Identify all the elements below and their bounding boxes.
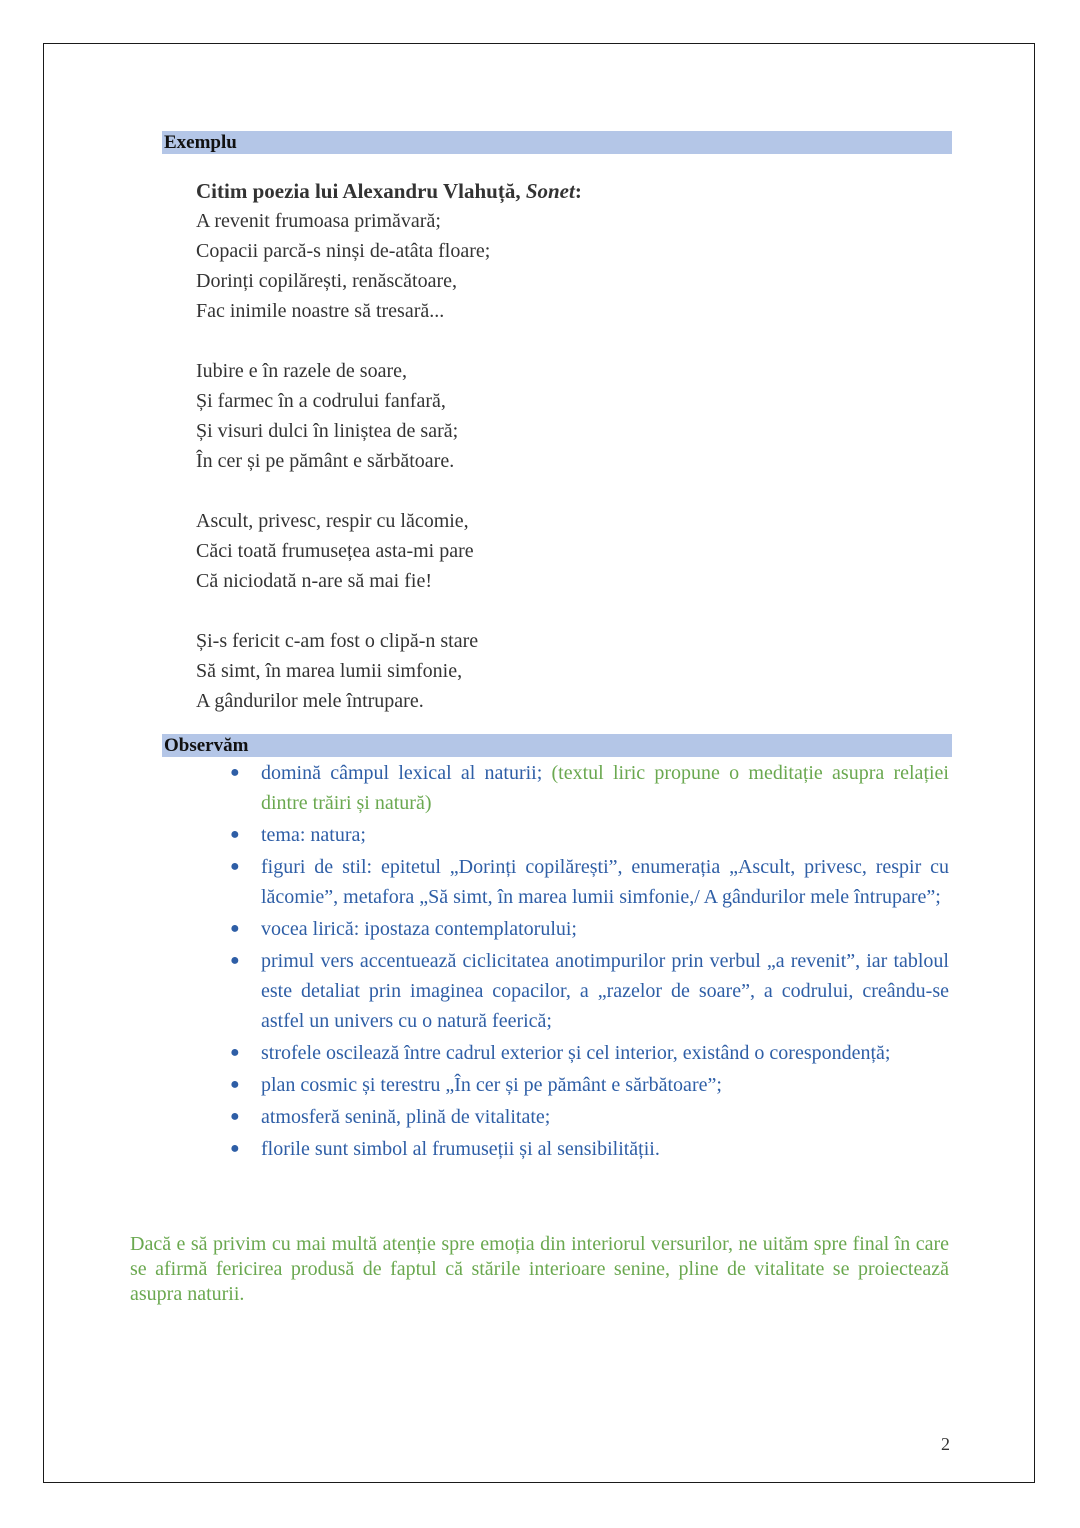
list-item: [226, 1038, 949, 1068]
bullet-icon: ●: [230, 1108, 240, 1125]
poem-intro-prefix: Citim poezia lui Alexandru Vlahuță,: [196, 179, 526, 203]
conclusion-paragraph: Dacă e să privim cu mai multă atenție spre emoția din interiorul versurilor, ne uităm spre final în care se afirmă fericirea produsă de faptul că stările interioare senine, pline de vitalitate se proiectează asupra naturii.: [130, 1233, 949, 1305]
verse: Și farmec în a codrului fanfară,: [196, 390, 446, 412]
observation-text: tema: natura;: [261, 824, 366, 846]
bullet-icon: ●: [230, 952, 240, 969]
bullet-icon: ●: [230, 920, 240, 937]
observation-text: vocea lirică: ipostaza contemplatorului;: [261, 918, 577, 940]
list-item: [226, 1102, 949, 1132]
observation-text: figuri de stil: epitetul „Dorinți copilărești”, enumerația „Ascult, privesc, respir cu lăcomie”, metafora „Să simt, în marea lumii simfonie,/ A gândurilor mele întrupare”;: [261, 856, 949, 908]
verse: Copacii parcă-s ninși de-atâta floare;: [196, 240, 491, 262]
list-item: [226, 1070, 949, 1100]
bullet-icon: ●: [230, 1076, 240, 1093]
verse: Fac inimile noastre să tresară...: [196, 300, 445, 322]
list-item: [226, 946, 949, 1036]
verse: A gândurilor mele întrupare.: [196, 690, 424, 712]
verse: A revenit frumoasa primăvară;: [196, 210, 441, 232]
observations-heading: Observăm: [162, 734, 952, 757]
page-number: 2: [941, 1434, 950, 1454]
observation-text: strofele oscilează între cadrul exterior și cel interior, existând o corespondență;: [261, 1042, 891, 1064]
verse: Să simt, în marea lumii simfonie,: [196, 660, 463, 682]
poem-intro-suffix: :: [574, 179, 582, 203]
list-item: [226, 914, 949, 944]
list-item: [226, 1134, 949, 1164]
verse: Și visuri dulci în liniștea de sară;: [196, 420, 459, 442]
observations-list: [226, 758, 949, 1166]
bullet-icon: ●: [230, 1140, 240, 1157]
bullet-icon: ●: [230, 826, 240, 843]
verse: Ascult, privesc, respir cu lăcomie,: [196, 510, 469, 532]
bullet-icon: ●: [230, 764, 240, 781]
verse: Că niciodată n-are să mai fie!: [196, 570, 432, 592]
observation-text: domină câmpul lexical al naturii;: [261, 762, 552, 784]
stanza-1: [196, 206, 896, 326]
verse: Iubire e în razele de soare,: [196, 360, 407, 382]
verse: În cer și pe pământ e sărbătoare.: [196, 450, 455, 472]
verse: Și-s fericit c-am fost o clipă-n stare: [196, 630, 479, 652]
bullet-icon: ●: [230, 858, 240, 875]
verse: Dorinți copilărești, renăscătoare,: [196, 270, 457, 292]
stanza-4: [196, 626, 896, 716]
poem-intro: [196, 176, 896, 206]
example-heading: Exemplu: [162, 131, 952, 154]
observation-note: (textul liric propune o meditație asupra relației dintre trăiri și natură): [261, 762, 949, 814]
poem-title: Sonet: [525, 179, 575, 203]
list-item: [226, 758, 949, 818]
bullet-icon: ●: [230, 1044, 240, 1061]
observation-text: primul vers accentuează ciclicitatea anotimpurilor prin verbul „a revenit”, iar tabloul este detaliat prin imaginea copacilor, a „razelor de soare”, a codrului, creându-se astfel un univers cu o natură feerică;: [261, 950, 949, 1032]
stanza-2: [196, 356, 896, 476]
list-item: [226, 820, 949, 850]
observation-text: plan cosmic și terestru „În cer și pe pământ e sărbătoare”;: [261, 1074, 722, 1096]
verse: Căci toată frumusețea asta-mi pare: [196, 540, 474, 562]
stanza-3: [196, 506, 896, 596]
list-item: [226, 852, 949, 912]
poem-block: [196, 176, 896, 716]
observation-text: florile sunt simbol al frumuseții și al sensibilității.: [261, 1138, 660, 1160]
observation-text: atmosferă senină, plină de vitalitate;: [261, 1106, 551, 1128]
